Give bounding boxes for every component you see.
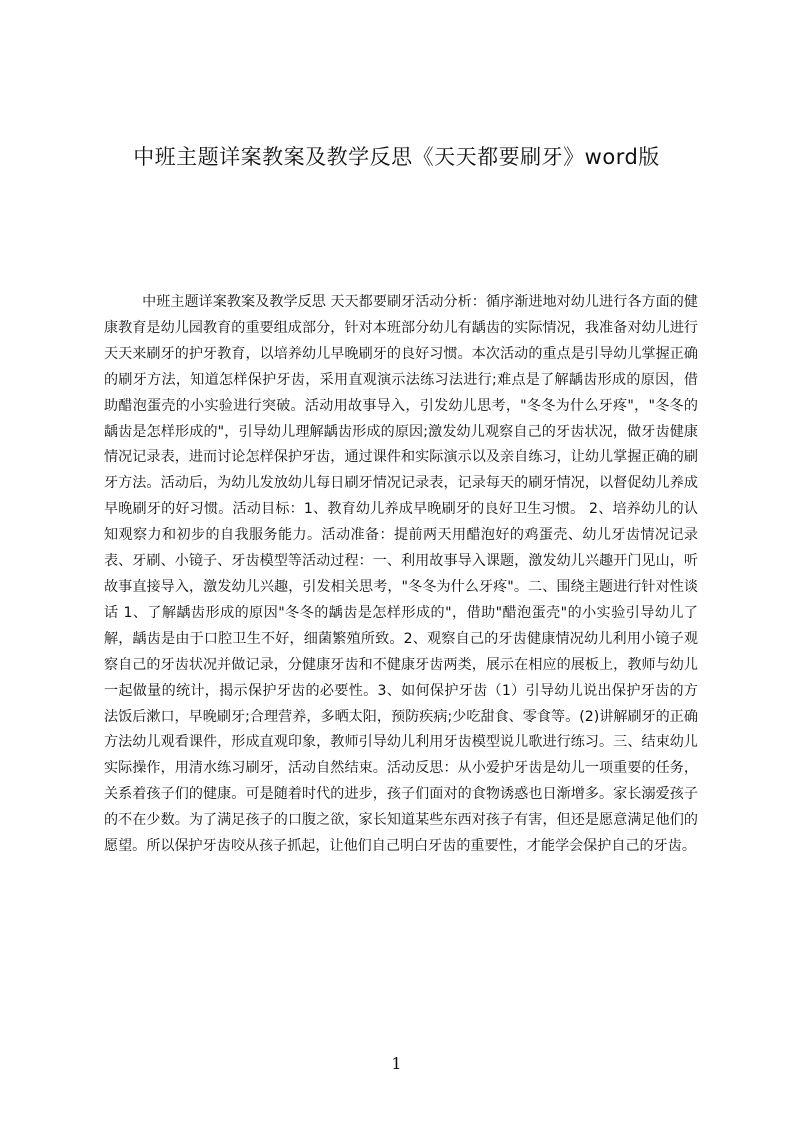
document-title: 中班主题详案教案及教学反思《天天都要刷牙》word版 — [133, 145, 660, 169]
page-number: 1 — [391, 1054, 402, 1073]
document-body-paragraph: 中班主题详案教案及教学反思 天天都要刷牙活动分析：循序渐进地对幼儿进行各方面的健康教育是幼儿园教育的重要组成部分，针对本班部分幼儿有龋齿的实际情况，我准备对幼儿进行天天来刷牙的护牙教育，以培养幼儿早晚刷牙的良好习惯。本次活动的重点是引导幼儿掌握正确的刷牙方法，知道怎样保护牙齿，采用直观演示法练习法进行;难点是了解龋齿形成的原因，借助醋泡蛋壳的小实验进行突破。活动用故事导入，引发幼儿思考，"冬冬为什么牙疼"，"冬冬的龋齿是怎样形成的"，引导幼儿理解龋齿形成的原因;激发幼儿观察自己的牙齿状况，做牙齿健康情况记录表，进而讨论怎样保护牙齿，通过课件和实际演示以及亲自练习，让幼儿掌握正确的刷牙方法。活动后，为幼儿发放幼儿每日刷牙情况记录表，记录每天的刷牙情况，以督促幼儿养成早晚刷牙的好习惯。活动目标：1、教育幼儿养成早晚刷牙的良好卫生习惯。 2、培养幼儿的认知观察力和初步的自我服务能力。活动准备：提前两天用醋泡好的鸡蛋壳、幼儿牙齿情况记录表、牙刷、小镜子、牙齿模型等活动过程：一、利用故事导入课题，激发幼儿兴趣开门见山，听故事直接导入，激发幼儿兴趣，引发相关思考，"冬冬为什么牙疼"。二、围绕主题进行针对性谈话 1、了解龋齿形成的原因"冬冬的龋齿是怎样形成的"，借助"醋泡蛋壳"的小实验引导幼儿了解，龋齿是由于口腔卫生不好，细菌繁殖所致。2、观察自己的牙齿健康情况幼儿利用小镜子观察自己的牙齿状况并做记录，分健康牙齿和不健康牙齿两类，展示在相应的展板上，教师与幼儿一起做量的统计，揭示保护牙齿的必要性。3、如何保护牙齿（1）引导幼儿说出保护牙齿的方法饭后漱口，早晚刷牙;合理营养，多晒太阳，预防疾病;少吃甜食、零食等。(2)讲解刷牙的正确方法幼儿观看课件，形成直观印象，教师引导幼儿利用牙齿模型说儿歌进行练习。三、结束幼儿实际操作，用清水练习刷牙，活动自然结束。活动反思：从小爱护牙齿是幼儿一项重要的任务，关系着孩子们的健康。可是随着时代的进步，孩子们面对的食物诱惑也日渐增多。家长溺爱孩子的不在少数。为了满足孩子的口腹之欲，家长知道某些东西对孩子有害，但还是愿意满足他们的愿望。所以保护牙齿咬从孩子抓起，让他们自己明白牙齿的重要性，才能学会保护自己的牙齿。 — [104, 294, 698, 855]
